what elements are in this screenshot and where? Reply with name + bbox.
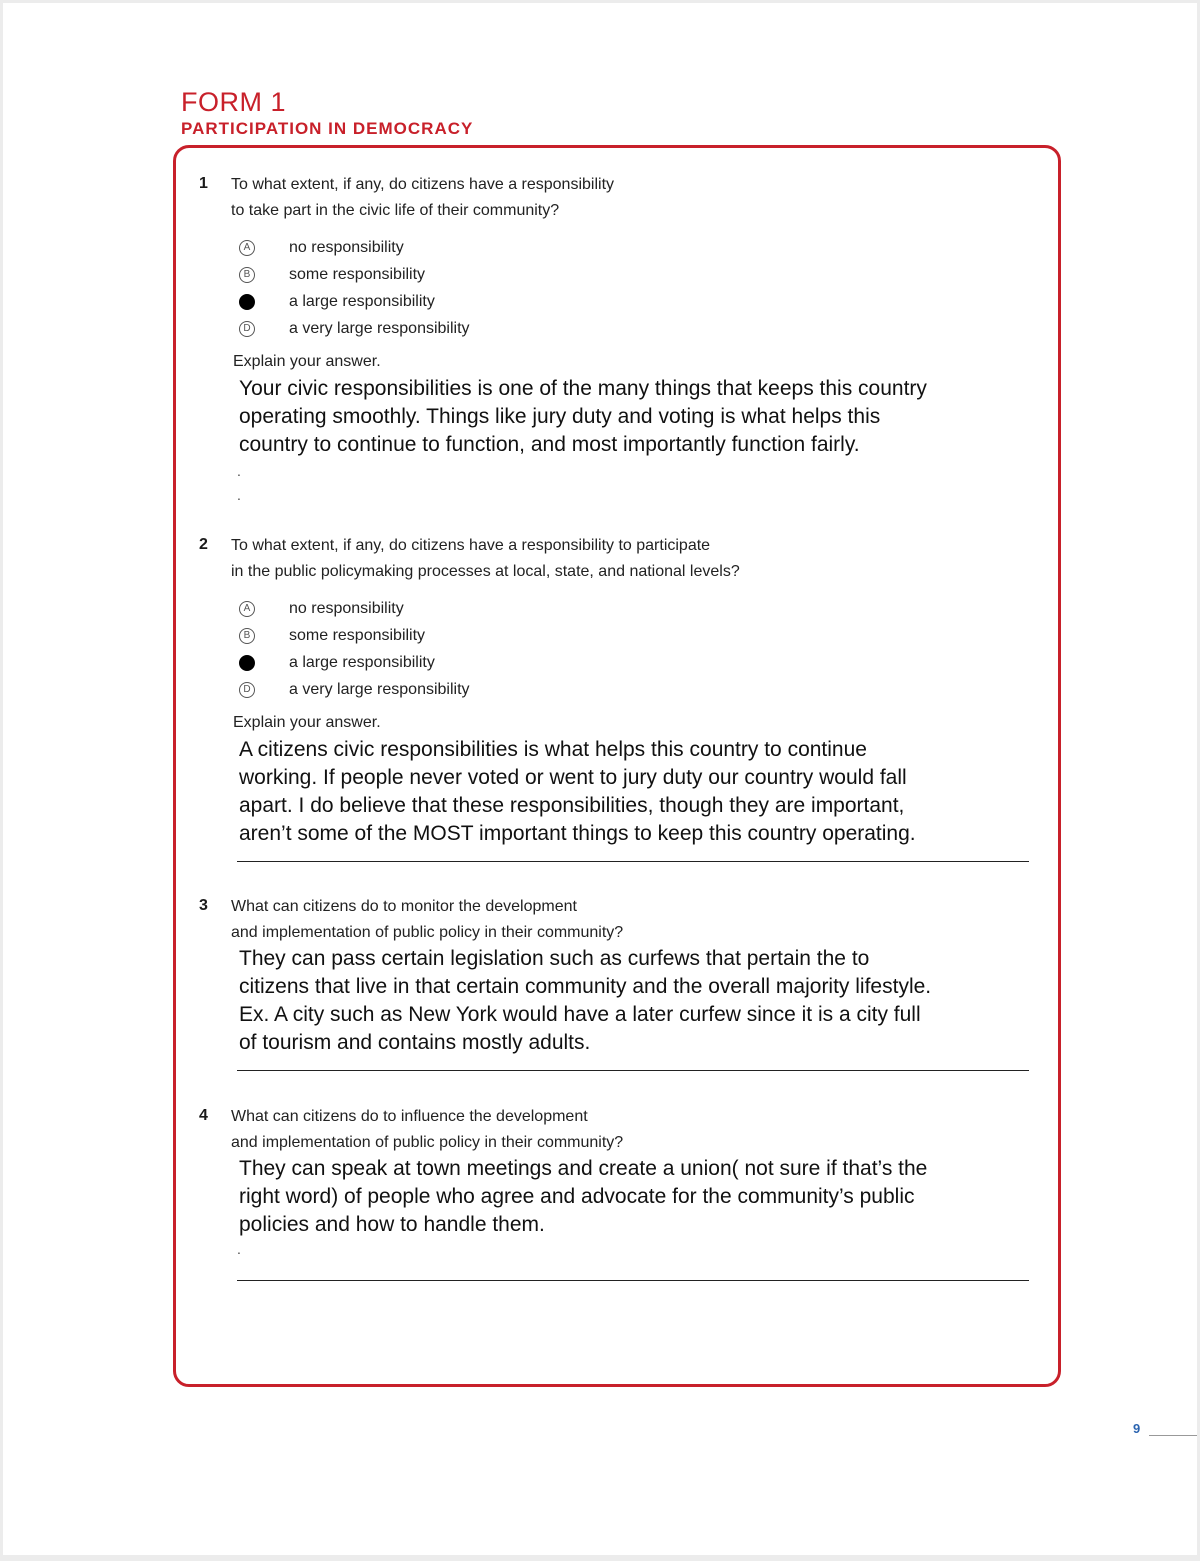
- option-label: some responsibility: [289, 626, 426, 644]
- option-label: no responsibility: [289, 238, 404, 256]
- question-text-line: To what extent, if any, do citizens have a responsibility: [231, 176, 615, 193]
- option-b[interactable]: [239, 261, 470, 288]
- answer-line: aren’t some of the MOST important things to keep this country operating.: [239, 822, 916, 845]
- answer-line: They can speak at town meetings and create a union( not sure if that’s the: [239, 1157, 928, 1180]
- blank-line-marker: .: [237, 487, 241, 503]
- answer-line: working. If people never voted or went to jury duty our country would fall: [239, 766, 907, 789]
- question-number: 2: [199, 536, 208, 553]
- radio-bubble-a[interactable]: A: [239, 601, 255, 617]
- answer-line: operating smoothly. Things like jury duty and voting is what helps this: [239, 405, 881, 428]
- answer-line: of tourism and contains mostly adults.: [239, 1031, 591, 1054]
- question-text: [231, 894, 623, 946]
- answer-options: [239, 595, 470, 703]
- radio-bubble-d[interactable]: D: [239, 682, 255, 698]
- form-page: [3, 3, 1197, 1555]
- question-number: 4: [199, 1107, 208, 1124]
- answer-line: citizens that live in that certain community and the overall majority lifestyle.: [239, 975, 932, 998]
- option-a[interactable]: [239, 595, 470, 622]
- answer-options: [239, 234, 470, 342]
- answer-line: A citizens civic responsibilities is what helps this country to continue: [239, 738, 867, 761]
- answer-line: right word) of people who agree and advocate for the community’s public: [239, 1185, 915, 1208]
- option-c[interactable]: [239, 288, 470, 315]
- question-text-line: to take part in the civic life of their community?: [231, 202, 560, 219]
- option-label: a very large responsibility: [289, 319, 470, 337]
- radio-bubble-d[interactable]: D: [239, 321, 255, 337]
- answer-line: apart. I do believe that these responsibilities, though they are important,: [239, 794, 905, 817]
- question-number: 3: [199, 897, 208, 914]
- question-number: 1: [199, 175, 208, 192]
- radio-bubble-c-selected[interactable]: [239, 655, 255, 671]
- option-a[interactable]: [239, 234, 470, 261]
- option-d[interactable]: [239, 676, 470, 703]
- blank-line-marker: .: [237, 463, 241, 479]
- answer-line: country to continue to function, and most importantly function fairly.: [239, 433, 860, 456]
- answer-line: Your civic responsibilities is one of the many things that keeps this country: [239, 377, 927, 400]
- answer-line: They can pass certain legislation such as curfews that pertain the to: [239, 947, 870, 970]
- option-d[interactable]: [239, 315, 470, 342]
- answer-rule: [237, 1070, 1029, 1071]
- question-text-line: To what extent, if any, do citizens have a responsibility to participate: [231, 537, 711, 554]
- form-title: FORM 1: [181, 87, 287, 117]
- question-text-line: and implementation of public policy in their community?: [231, 924, 624, 941]
- radio-bubble-b[interactable]: B: [239, 267, 255, 283]
- answer-text[interactable]: [239, 736, 1039, 848]
- answer-rule: [237, 861, 1029, 862]
- page-number: 9: [1133, 1421, 1141, 1436]
- page-number-rule: [1149, 1435, 1197, 1436]
- answer-text[interactable]: [239, 945, 1039, 1057]
- radio-bubble-a[interactable]: A: [239, 240, 255, 256]
- answer-line: policies and how to handle them.: [239, 1213, 545, 1236]
- form-subtitle: PARTICIPATION IN DEMOCRACY: [181, 119, 474, 138]
- question-text: [231, 533, 740, 585]
- question-text-line: and implementation of public policy in their community?: [231, 1134, 624, 1151]
- option-label: a large responsibility: [289, 653, 435, 671]
- option-b[interactable]: [239, 622, 470, 649]
- option-label: no responsibility: [289, 599, 404, 617]
- answer-text[interactable]: [239, 375, 1039, 459]
- answer-rule: [237, 1280, 1029, 1281]
- option-label: a very large responsibility: [289, 680, 470, 698]
- answer-text[interactable]: [239, 1155, 1039, 1239]
- question-text-line: in the public policymaking processes at local, state, and national levels?: [231, 563, 740, 580]
- explain-label: Explain your answer.: [233, 353, 381, 370]
- explain-label: Explain your answer.: [233, 714, 381, 731]
- radio-bubble-c-selected[interactable]: [239, 294, 255, 310]
- option-label: a large responsibility: [289, 292, 435, 310]
- question-text-line: What can citizens do to influence the development: [231, 1108, 588, 1125]
- question-text: [231, 172, 614, 224]
- answer-line: Ex. A city such as New York would have a later curfew since it is a city full: [239, 1003, 921, 1026]
- option-label: some responsibility: [289, 265, 426, 283]
- radio-bubble-b[interactable]: B: [239, 628, 255, 644]
- question-text: [231, 1104, 623, 1156]
- question-text-line: What can citizens do to monitor the development: [231, 898, 577, 915]
- option-c[interactable]: [239, 649, 470, 676]
- blank-line-marker: .: [237, 1241, 241, 1257]
